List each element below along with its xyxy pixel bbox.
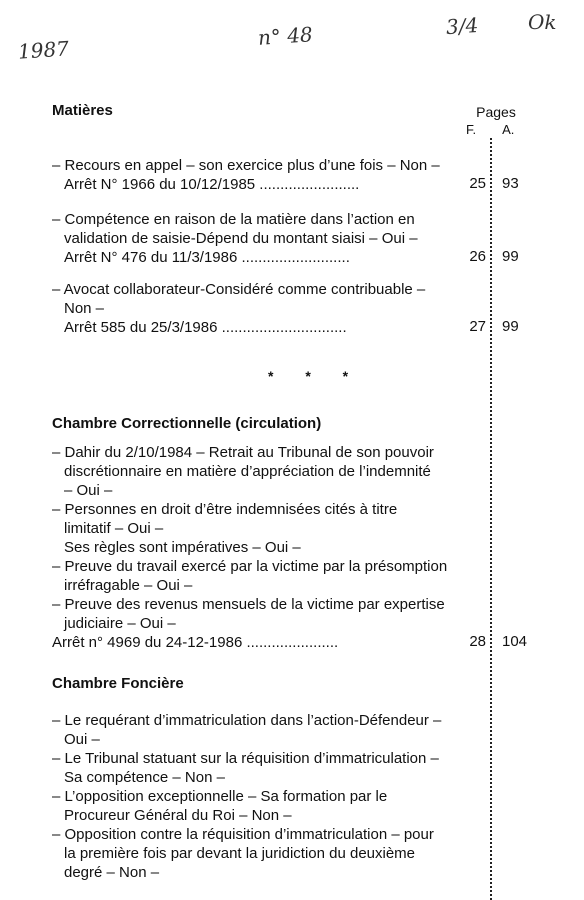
page-a: 99 xyxy=(502,248,519,265)
entry-correctionnelle xyxy=(52,443,472,652)
handwritten-number: n° 48 xyxy=(257,22,314,50)
section-title-fonciere: Chambre Foncière xyxy=(52,675,184,692)
entry-line: – Oui – xyxy=(64,482,113,499)
entry-line: Ses règles sont impératives – Oui – xyxy=(64,539,301,556)
entry-line: – Le Tribunal statuant sur la réquisition d’immatriculation – xyxy=(52,750,439,767)
entry-competence-matiere xyxy=(52,210,462,267)
dotted-column-separator xyxy=(490,138,492,900)
handwritten-year: 1987 xyxy=(17,36,70,64)
entry-line: validation de saisie-Dépend du montant siaisi – Oui – xyxy=(64,230,418,247)
entry-line: Sa compétence – Non – xyxy=(64,769,225,786)
page-columns-heading xyxy=(466,122,514,137)
page-a: 93 xyxy=(502,175,519,192)
entry-line: – Personnes en droit d’être indemnisées cités à titre xyxy=(52,501,398,518)
section-title-correctionnelle: Chambre Correctionnelle (circulation) xyxy=(52,415,322,432)
entry-line: judiciaire – Oui – xyxy=(64,615,176,632)
entry-line: Oui – xyxy=(64,731,100,748)
entry-line: degré – Non – xyxy=(64,864,160,881)
entry-line: Arrêt n° 4969 du 24-12-1986 ...................... xyxy=(52,634,339,651)
pages-heading: Pages xyxy=(476,104,516,120)
entry-line: – Preuve des revenus mensuels de la victime par expertise xyxy=(52,596,445,613)
entry-line: – L’opposition exceptionnelle – Sa formation par le xyxy=(52,788,388,805)
entry-line: discrétionnaire en matière d’appréciation de l’indemnité xyxy=(64,463,431,480)
entry-line: Arrêt N° 476 du 11/3/1986 .......................... xyxy=(64,249,350,266)
entry-line: – Preuve du travail exercé par la victime par la présomption xyxy=(52,558,448,575)
entry-line: limitatif – Oui – xyxy=(64,520,164,537)
handwritten-ok: Ok xyxy=(528,10,557,34)
entry-line: Arrêt 585 du 25/3/1986 .............................. xyxy=(64,319,347,336)
handwritten-page: 3/4 xyxy=(445,12,479,40)
page-a: 99 xyxy=(502,318,519,335)
entry-line: – Opposition contre la réquisition d’immatriculation – pour xyxy=(52,826,434,843)
matieres-heading: Matières xyxy=(52,102,113,119)
entry-line: Non – xyxy=(64,300,105,317)
col-a-label: A. xyxy=(502,122,515,137)
entry-recours-appel xyxy=(52,156,462,194)
entry-line: – Le requérant d’immatriculation dans l’action-Défendeur – xyxy=(52,712,442,729)
entry-line: Procureur Général du Roi – Non – xyxy=(64,807,292,824)
entry-line: – Recours en appel – son exercice plus d’une fois – Non – xyxy=(52,157,440,174)
page-f: 25 xyxy=(469,175,486,192)
entry-line: – Dahir du 2/10/1984 – Retrait au Tribunal de son pouvoir xyxy=(52,444,434,461)
entry-line: – Compétence en raison de la matière dans l’action en xyxy=(52,211,415,228)
page-f: 26 xyxy=(469,248,486,265)
entry-avocat-collaborateur xyxy=(52,280,462,337)
page-f: 27 xyxy=(469,318,486,335)
entry-line: irréfragable – Oui – xyxy=(64,577,193,594)
entry-line: – Avocat collaborateur-Considéré comme contribuable – xyxy=(52,281,426,298)
col-f-label: F. xyxy=(466,122,477,137)
entry-line: Arrêt N° 1966 du 10/12/1985 ........................ xyxy=(64,176,360,193)
section-separator-stars: * * * xyxy=(268,368,363,384)
entry-fonciere xyxy=(52,711,472,882)
page-a: 104 xyxy=(502,633,528,650)
entry-line: la première fois par devant la juridiction du deuxième xyxy=(64,845,416,862)
page-f: 28 xyxy=(469,633,486,650)
